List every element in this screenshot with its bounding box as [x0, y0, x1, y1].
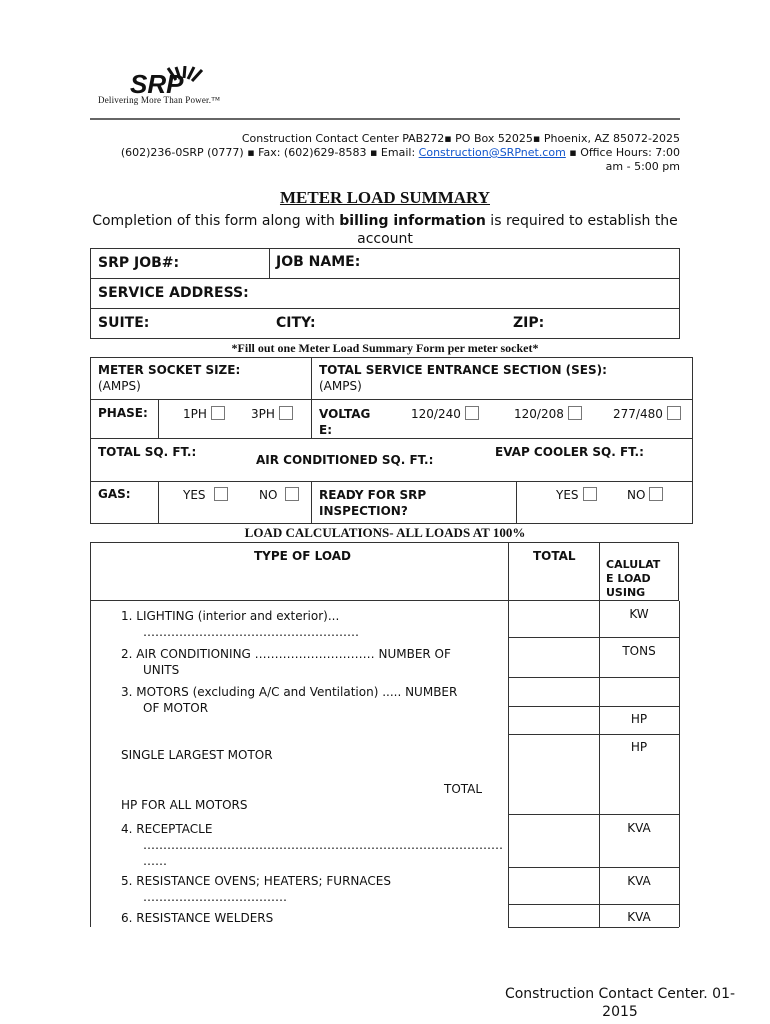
motors-row	[121, 684, 457, 716]
unit-kw: KW	[629, 607, 649, 621]
lighting-line-2: ………………………………………………	[143, 625, 359, 639]
unit-tons: TONS	[622, 644, 656, 658]
contact-line-2	[90, 146, 680, 160]
receptacle-row	[121, 821, 503, 869]
ready-no-checkbox[interactable]	[649, 487, 663, 501]
voltage-277-480-checkbox[interactable]	[667, 406, 681, 420]
voltage-120-208-label: 120/208	[514, 407, 564, 421]
meter-col-divider-gas-b	[311, 481, 312, 524]
meter-col-divider-row1	[311, 357, 312, 399]
load-cell-line-2	[508, 677, 679, 678]
receptacle-line-3: ……	[143, 854, 167, 868]
gas-no-option[interactable]	[259, 487, 299, 502]
load-cell-line-6	[508, 867, 679, 868]
contact-hours: ▪ Office Hours: 7:00	[565, 146, 680, 159]
motors-line-2: OF MOTOR	[143, 701, 209, 715]
unit-hp-single: HP	[630, 712, 648, 726]
receptacle-line-1: 4. RECEPTACLE	[121, 822, 213, 836]
socket-size-unit: (AMPS)	[98, 379, 141, 393]
ready-label-2: INSPECTION?	[319, 504, 408, 518]
ready-no-option[interactable]	[627, 487, 663, 502]
srp-job-number-field[interactable]: SRP JOB#:	[98, 255, 180, 271]
phase-3ph-label: 3PH	[251, 407, 275, 421]
suite-field[interactable]: SUITE:	[98, 315, 150, 331]
meter-col-divider-phase-a	[158, 399, 159, 438]
phase-1ph-option[interactable]	[183, 406, 225, 421]
gas-label: GAS:	[98, 487, 131, 501]
load-header-row	[90, 542, 679, 601]
socket-size-label: METER SOCKET SIZE:	[98, 363, 241, 377]
receptacle-line-2: ………………………………………………………………………………	[143, 838, 503, 852]
srp-logo	[128, 66, 212, 96]
footer-note	[490, 985, 750, 1021]
lighting-total-input[interactable]	[510, 603, 597, 635]
phase-label: PHASE:	[98, 406, 148, 420]
voltage-277-480-label: 277/480	[613, 407, 663, 421]
unit-kva-ovens: KVA	[627, 874, 651, 888]
col-type-of-load: TYPE OF LOAD	[254, 549, 351, 563]
load-cell-line-3	[508, 706, 679, 707]
load-cell-line-8	[508, 927, 679, 928]
ac-line-2: UNITS	[143, 663, 180, 677]
phase-3ph-checkbox[interactable]	[279, 406, 293, 420]
unit-kva-welders: KVA	[627, 910, 651, 924]
load-cell-line-4	[508, 734, 679, 735]
welders-row: 6. RESISTANCE WELDERS	[121, 911, 274, 925]
total-sqft-field[interactable]: TOTAL SQ. FT.:	[98, 445, 197, 459]
motors-line-1: 3. MOTORS (excluding A/C and Ventilation) ..... NUMBER	[121, 685, 458, 699]
gas-no-label: NO	[259, 488, 278, 502]
col-total: TOTAL	[533, 549, 576, 563]
voltage-120-240-option[interactable]	[411, 406, 479, 421]
intro-line-2: account	[357, 231, 413, 247]
motors-total-label: TOTAL	[444, 782, 483, 796]
col-calc-line-2: E LOAD	[606, 572, 651, 585]
col-calculate-load-using	[606, 558, 660, 600]
zip-field[interactable]: ZIP:	[513, 315, 545, 331]
lighting-line-1: 1. LIGHTING (interior and exterior)...	[121, 609, 340, 623]
ovens-line-1: 5. RESISTANCE OVENS; HEATERS; FURNACES	[121, 874, 391, 888]
col-calc-line-1: CALULAT	[606, 558, 661, 571]
ovens-total-input[interactable]	[510, 869, 597, 902]
contact-line-3: am - 5:00 pm	[605, 160, 680, 173]
single-motor-hp-input[interactable]	[510, 708, 597, 732]
gas-yes-checkbox[interactable]	[214, 487, 228, 501]
form-intro	[90, 212, 680, 248]
header-divider	[90, 118, 680, 120]
gas-yes-option[interactable]	[183, 487, 228, 502]
ready-inspection-label	[319, 487, 426, 519]
ovens-row	[121, 873, 391, 905]
ses-label: TOTAL SERVICE ENTRANCE SECTION (SES):	[319, 363, 607, 377]
receptacle-total-input[interactable]	[510, 816, 597, 865]
load-body-left-edge	[90, 601, 91, 927]
email-link[interactable]: Construction@SRPnet.com	[418, 146, 566, 159]
job-name-field[interactable]: JOB NAME:	[276, 254, 361, 270]
meter-col-divider-phase-b	[311, 399, 312, 438]
gas-no-checkbox[interactable]	[285, 487, 299, 501]
ses-unit: (AMPS)	[319, 379, 362, 393]
meter-col-divider-gas-c	[516, 481, 517, 524]
lighting-row	[121, 608, 359, 640]
job-row-divider-2	[90, 308, 680, 309]
meter-col-divider-gas-a	[158, 481, 159, 524]
city-field[interactable]: CITY:	[276, 315, 316, 331]
ready-yes-checkbox[interactable]	[583, 487, 597, 501]
footer-line-1: Construction Contact Center. 01-	[504, 986, 736, 1002]
evap-sqft-field[interactable]: EVAP COOLER SQ. FT.:	[495, 445, 644, 459]
ready-yes-label: YES	[556, 488, 579, 502]
meter-row-divider-2	[90, 438, 693, 439]
unit-kva-receptacle: KVA	[627, 821, 651, 835]
voltage-label-2: E:	[319, 423, 332, 437]
logo-letters: SRP	[130, 69, 184, 96]
voltage-277-480-option[interactable]	[613, 406, 681, 421]
ready-label-1: READY FOR SRP	[319, 488, 427, 502]
motors-count-input[interactable]	[510, 679, 597, 704]
load-cell-line-5	[508, 814, 679, 815]
ovens-line-2: ………………………………	[143, 890, 287, 904]
phase-3ph-option[interactable]	[251, 406, 293, 421]
contact-phone-fax: (602)236-0SRP (0777) ▪ Fax: (602)629-8583 ▪ Email:	[120, 146, 419, 159]
phase-1ph-label: 1PH	[183, 407, 207, 421]
ready-no-label: NO	[627, 488, 646, 502]
ac-sqft-field[interactable]: AIR CONDITIONED SQ. FT.:	[256, 453, 434, 467]
meter-row-divider-3	[90, 481, 693, 482]
meter-row-divider-1	[90, 399, 693, 400]
voltage-120-208-option[interactable]	[514, 406, 582, 421]
load-header-div-1	[508, 542, 509, 601]
gas-yes-label: YES	[183, 488, 206, 502]
load-calc-heading: LOAD CALCULATIONS- ALL LOADS AT 100%	[244, 525, 526, 540]
ac-row	[121, 646, 451, 678]
load-header-div-2	[599, 542, 600, 601]
col-calc-line-3: USING	[606, 586, 646, 599]
contact-line-1: Construction Contact Center PAB272▪ PO Box 52025▪ Phoenix, AZ 85072-2025	[241, 132, 680, 145]
contact-info	[90, 132, 680, 174]
intro-bold: billing information	[339, 213, 486, 229]
voltage-label-1: VOLTAG	[319, 407, 371, 421]
footer-line-2: 2015	[602, 1004, 638, 1020]
form-note: *Fill out one Meter Load Summary Form per meter socket*	[231, 341, 539, 355]
total-motor-hp-input[interactable]	[510, 736, 597, 812]
welders-total-input[interactable]	[510, 906, 597, 925]
job-row-divider-1	[90, 278, 680, 279]
voltage-120-208-checkbox[interactable]	[568, 406, 582, 420]
form-title: METER LOAD SUMMARY	[279, 188, 490, 207]
load-cell-line-1	[508, 637, 679, 638]
load-total-left	[508, 601, 509, 927]
phase-1ph-checkbox[interactable]	[211, 406, 225, 420]
voltage-120-240-checkbox[interactable]	[465, 406, 479, 420]
load-unit-right	[679, 601, 680, 927]
intro-pre: Completion of this form along with	[92, 213, 340, 229]
ready-yes-option[interactable]	[556, 487, 597, 502]
single-largest-motor: SINGLE LARGEST MOTOR	[121, 748, 273, 762]
unit-hp-total: HP	[630, 740, 648, 754]
ac-line-1: 2. AIR CONDITIONING ………………………… NUMBER OF	[121, 647, 451, 661]
intro-post: is required to establish the	[485, 213, 678, 229]
srp-logo-sunburst-icon	[128, 66, 212, 96]
service-address-field[interactable]: SERVICE ADDRESS:	[98, 285, 249, 301]
logo-tagline: Delivering More Than Power.™	[98, 95, 221, 105]
hp-all-motors: HP FOR ALL MOTORS	[121, 798, 248, 812]
voltage-label	[319, 406, 370, 438]
ac-total-input[interactable]	[510, 639, 597, 675]
voltage-120-240-label: 120/240	[411, 407, 461, 421]
load-cell-line-7	[508, 904, 679, 905]
job-col-divider	[269, 248, 270, 278]
